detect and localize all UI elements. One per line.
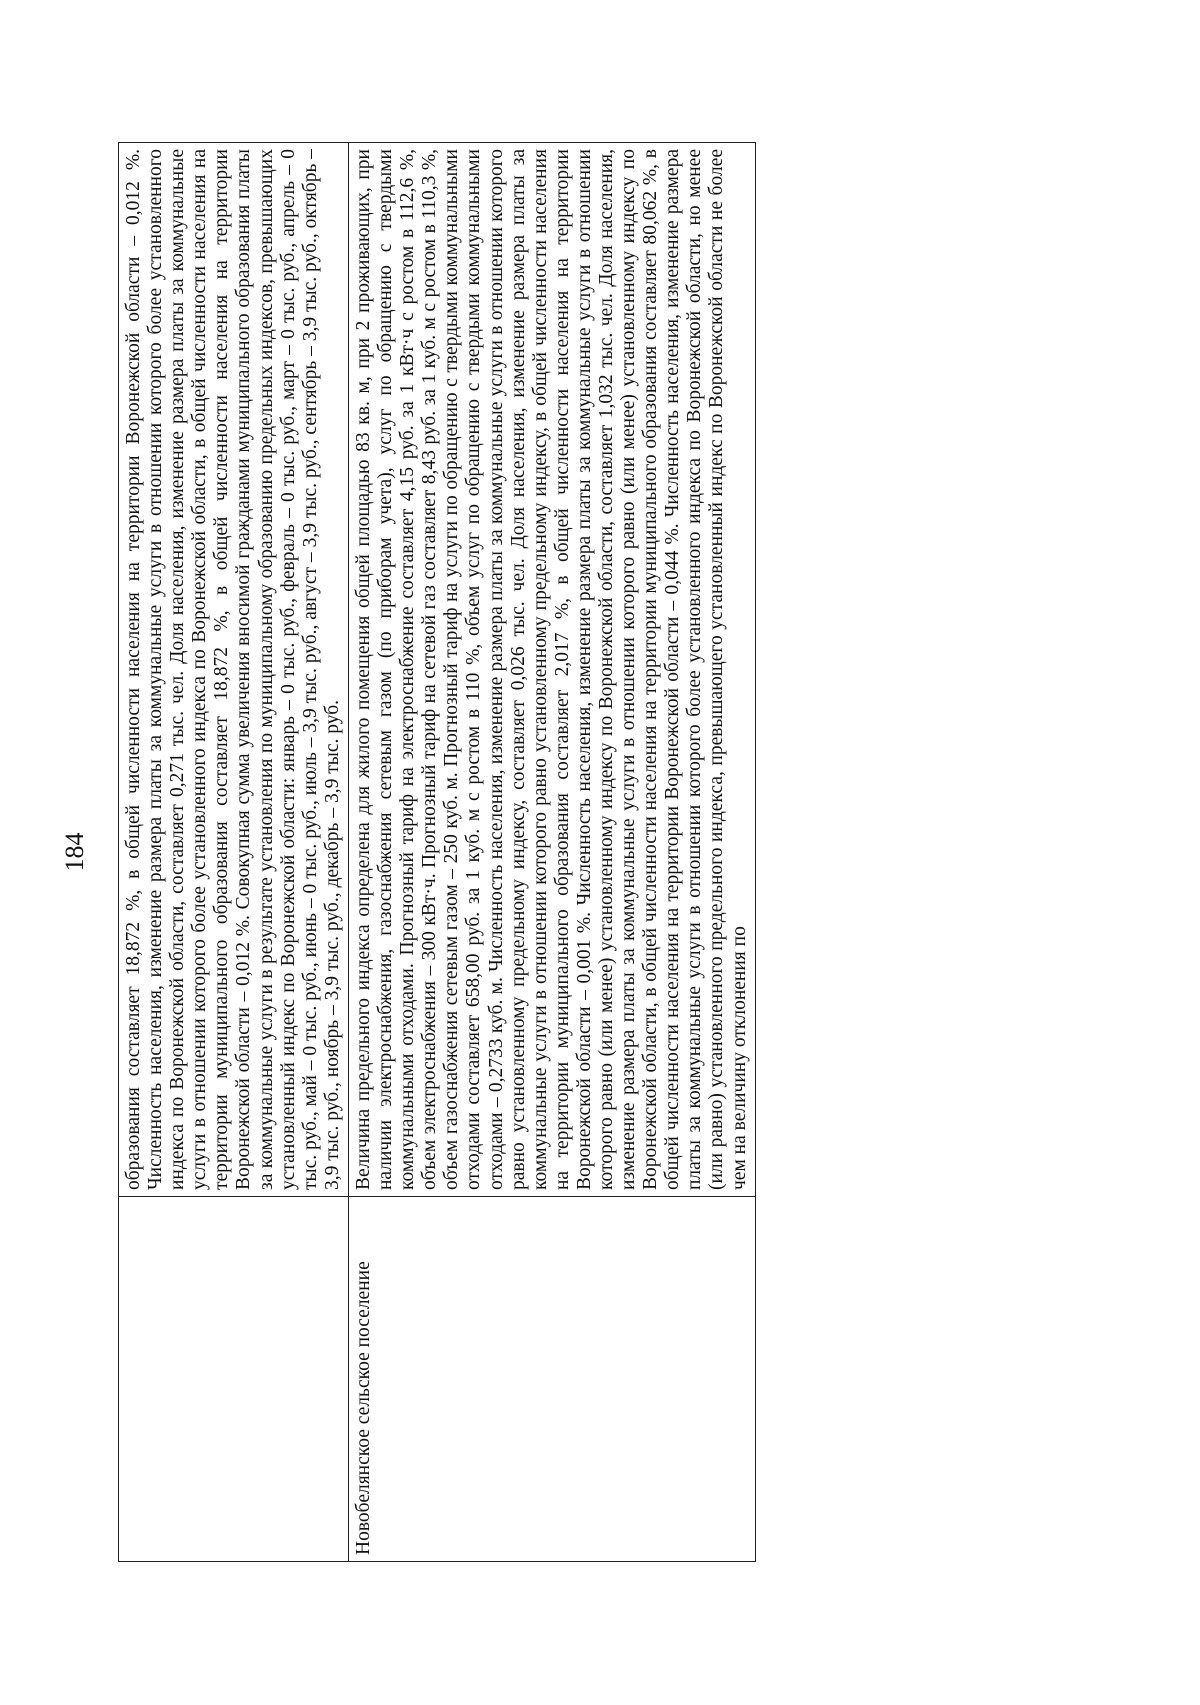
municipality-cell: Новобелянское сельское поселение <box>348 1197 755 1562</box>
table-row <box>119 143 349 1562</box>
municipality-cell <box>119 1197 349 1562</box>
description-cell: образования составляет 18,872 %, в общей численности населения на территории Воронежской области – 0,012 %. Численность населения, изменение размера платы за коммунальные услуги в отношении которого более установленного индекса по Воронежской области, составляет 0,271 тыс. чел. Доля населения, изменение размера платы за коммунальные услуги в отношении которого более установленного индекса по Воронежской области, в общей численности населения на территории муниципального образования составляет 18,872 %, в общей численности населения на территории Воронежской области – 0,012 %. Совокупная сумма увеличения вносимой гражданами муниципального образования платы за коммунальные услуги в результате установления по муниципальному образованию предельных индексов, превышающих установленный индекс по Воронежской области: январь – 0 тыс. руб., февраль – 0 тыс. руб., март – 0 тыс. руб., апрель – 0 тыс. руб., май – 0 тыс. руб., июнь – 0 тыс. руб., июль – 3,9 тыс. руб., август – 3,9 тыс. руб., сентябрь – 3,9 тыс. руб., октябрь – 3,9 тыс. руб., ноябрь – 3,9 тыс. руб., декабрь – 3,9 тыс. руб. <box>119 143 349 1197</box>
description-cell: Величина предельного индекса определена для жилого помещения общей площадью 83 кв. м, при 2 проживающих, при наличии электроснабжения, газоснабжения сетевым газом (по приборам учета), услуг по обращению с твердыми коммунальными отходами. Прогнозный тариф на электроснабжение составляет 4,15 руб. за 1 кВт·ч с ростом в 112,6 %, объем электроснабжения – 300 кВт·ч. Прогнозный тариф на сетевой газ составляет 8,43 руб. за 1 куб. м с ростом в 110,3 %, объем газоснабжения сетевым газом – 250 куб. м. Прогнозный тариф на услуги по обращению с твердыми коммунальными отходами составляет 658,00 руб. за 1 куб. м с ростом в 110 %, объем услуг по обращению с твердыми коммунальными отходами – 0,2733 куб. м. Численность населения, изменение размера платы за коммунальные услуги в отношении которого равно установленному предельному индексу, составляет 0,026 тыс. чел. Доля населения, изменение размера платы за коммунальные услуги в отношении которого равно установленному предельному индексу, в общей численности населения на территории муниципального образования составляет 2,017 %, в общей численности населения на территории Воронежской области – 0,001 %. Численность населения, изменение размера платы за коммунальные услуги в отношении которого равно (или менее) установленному индексу по Воронежской области, составляет 1,032 тыс. чел. Доля населения, изменение размера платы за коммунальные услуги в отношении которого равно (или менее) установленному индексу по Воронежской области, в общей численности населения на территории муниципального образования составляет 80,062 %, в общей численности населения на территории Воронежской области – 0,044 %. Численность населения, изменение размера платы за коммунальные услуги в отношении которого более установленного индекса по Воронежской области, но менее (или равно) установленного предельного индекса, превышающего установленный индекс по Воронежской области не более чем на величину отклонения по <box>348 143 755 1197</box>
page-number: 184 <box>60 832 89 872</box>
table-row <box>348 143 755 1562</box>
rotated-page <box>40 32 1160 1672</box>
municipality-table <box>118 142 756 1562</box>
